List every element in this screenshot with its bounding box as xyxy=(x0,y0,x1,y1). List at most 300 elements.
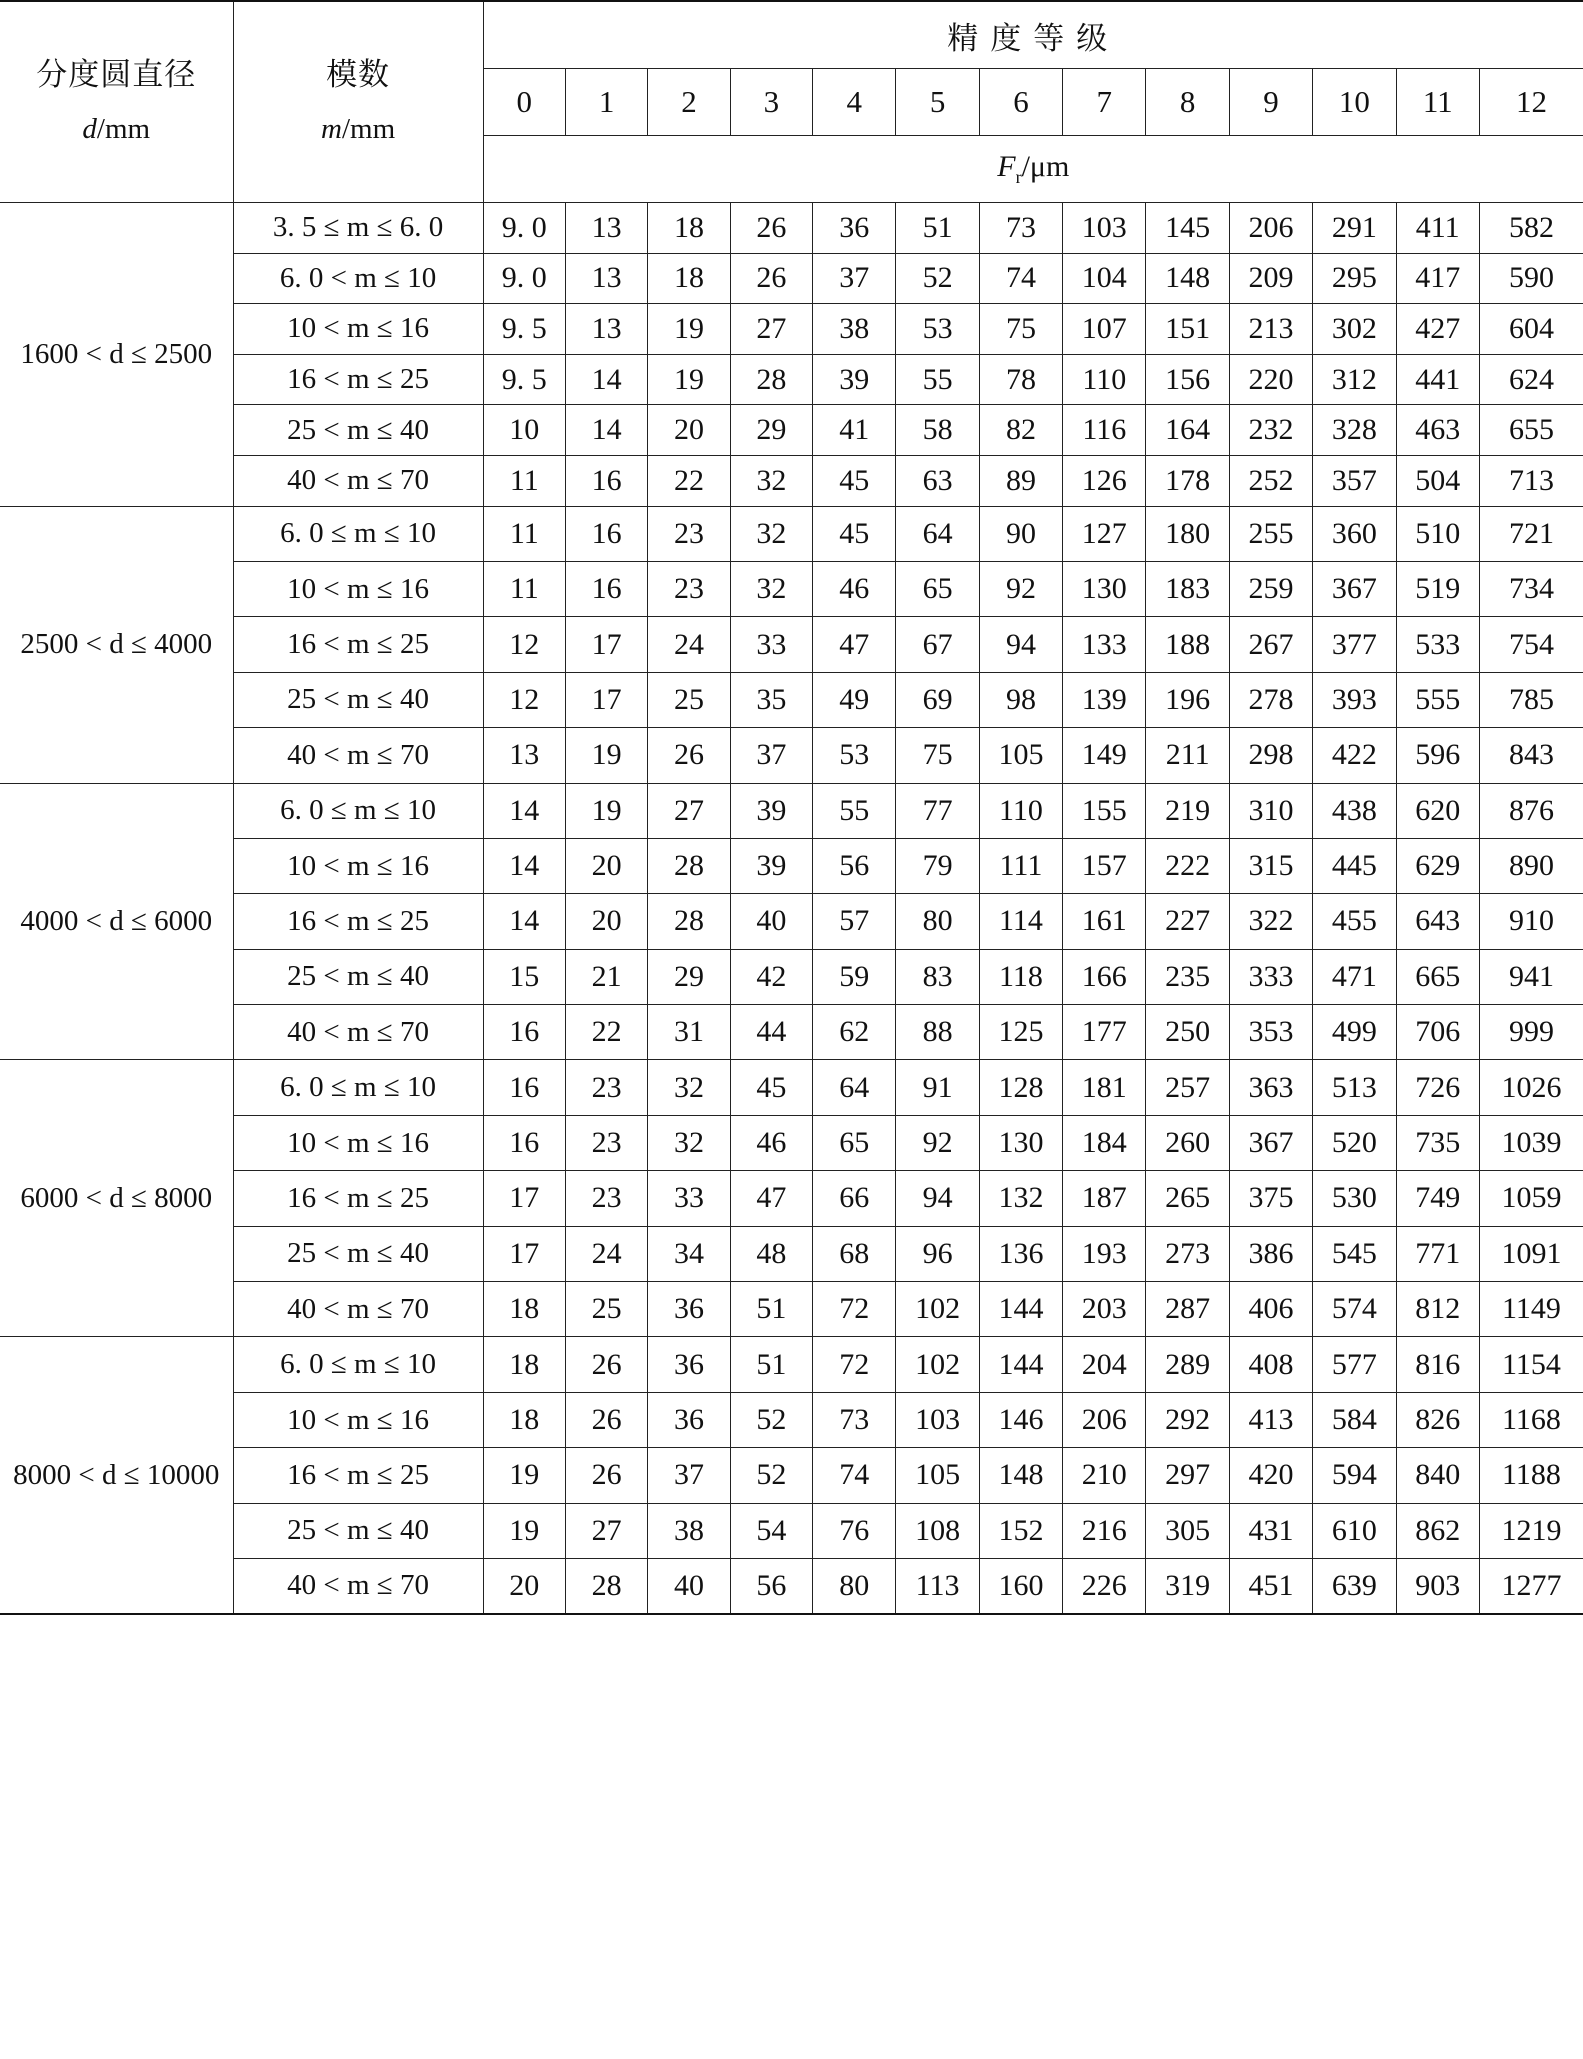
tolerance-value-cell: 48 xyxy=(730,1226,812,1281)
tolerance-value-cell: 252 xyxy=(1229,455,1312,506)
tolerance-value-cell: 431 xyxy=(1229,1503,1312,1558)
tolerance-value-cell: 73 xyxy=(813,1392,896,1447)
tolerance-value-cell: 127 xyxy=(1063,506,1146,561)
tolerance-value-cell: 445 xyxy=(1313,838,1396,893)
tolerance-value-cell: 19 xyxy=(648,354,730,405)
grade-header-0: 0 xyxy=(483,69,565,136)
table-row xyxy=(0,1115,1583,1170)
tolerance-value-cell: 375 xyxy=(1229,1171,1312,1226)
diameter-label: 分度圆直径 xyxy=(36,57,197,92)
module-range-cell: 3. 5 ≤ m ≤ 6. 0 xyxy=(233,203,483,254)
tolerance-value-cell: 28 xyxy=(730,354,812,405)
tolerance-value-cell: 45 xyxy=(813,455,896,506)
tolerance-value-cell: 46 xyxy=(730,1115,812,1170)
tolerance-value-cell: 151 xyxy=(1146,304,1229,355)
tolerance-value-cell: 353 xyxy=(1229,1005,1312,1060)
tolerance-value-cell: 289 xyxy=(1146,1337,1229,1392)
module-column-header xyxy=(233,1,483,203)
tolerance-value-cell: 76 xyxy=(813,1503,896,1558)
tolerance-value-cell: 219 xyxy=(1146,783,1229,838)
tolerance-value-cell: 75 xyxy=(896,728,979,783)
tolerance-value-cell: 298 xyxy=(1229,728,1312,783)
tolerance-value-cell: 620 xyxy=(1396,783,1479,838)
tolerance-value-cell: 53 xyxy=(896,304,979,355)
module-range-cell: 6. 0 ≤ m ≤ 10 xyxy=(233,783,483,838)
grade-header-8: 8 xyxy=(1146,69,1229,136)
tolerance-value-cell: 67 xyxy=(896,617,979,672)
tolerance-value-cell: 94 xyxy=(896,1171,979,1226)
tolerance-value-cell: 19 xyxy=(565,783,647,838)
tolerance-value-cell: 862 xyxy=(1396,1503,1479,1558)
tolerance-value-cell: 590 xyxy=(1479,253,1583,304)
tolerance-value-cell: 16 xyxy=(565,561,647,616)
grade-title: 精度等级 xyxy=(483,1,1583,69)
tolerance-value-cell: 555 xyxy=(1396,672,1479,727)
tolerance-value-cell: 629 xyxy=(1396,838,1479,893)
tolerance-value-cell: 287 xyxy=(1146,1282,1229,1337)
table-row xyxy=(0,672,1583,727)
tolerance-value-cell: 17 xyxy=(483,1226,565,1281)
tolerance-value-cell: 210 xyxy=(1063,1448,1146,1503)
tolerance-value-cell: 28 xyxy=(648,838,730,893)
tolerance-value-cell: 812 xyxy=(1396,1282,1479,1337)
tolerance-value-cell: 451 xyxy=(1229,1558,1312,1613)
tolerance-value-cell: 31 xyxy=(648,1005,730,1060)
tolerance-value-cell: 132 xyxy=(979,1171,1062,1226)
module-range-cell: 10 < m ≤ 16 xyxy=(233,1392,483,1447)
tolerance-value-cell: 184 xyxy=(1063,1115,1146,1170)
tolerance-value-cell: 10 xyxy=(483,405,565,456)
tolerance-value-cell: 29 xyxy=(730,405,812,456)
tolerance-value-cell: 118 xyxy=(979,949,1062,1004)
tolerance-value-cell: 47 xyxy=(813,617,896,672)
tolerance-value-cell: 17 xyxy=(483,1171,565,1226)
table-row xyxy=(0,617,1583,672)
table-body xyxy=(0,203,1583,1614)
tolerance-value-cell: 17 xyxy=(565,617,647,672)
tolerance-value-cell: 58 xyxy=(896,405,979,456)
table-row xyxy=(0,354,1583,405)
tolerance-value-cell: 16 xyxy=(565,506,647,561)
tolerance-value-cell: 14 xyxy=(565,354,647,405)
diameter-range-cell: 2500 < d ≤ 4000 xyxy=(0,506,233,783)
tolerance-value-cell: 47 xyxy=(730,1171,812,1226)
tolerance-value-cell: 1059 xyxy=(1479,1171,1583,1226)
tolerance-value-cell: 903 xyxy=(1396,1558,1479,1613)
tolerance-value-cell: 72 xyxy=(813,1337,896,1392)
tolerance-value-cell: 406 xyxy=(1229,1282,1312,1337)
tolerance-value-cell: 52 xyxy=(896,253,979,304)
grade-header-10: 10 xyxy=(1313,69,1396,136)
tolerance-value-cell: 333 xyxy=(1229,949,1312,1004)
tolerance-value-cell: 232 xyxy=(1229,405,1312,456)
tolerance-value-cell: 604 xyxy=(1479,304,1583,355)
tolerance-value-cell: 257 xyxy=(1146,1060,1229,1115)
tolerance-value-cell: 643 xyxy=(1396,894,1479,949)
tolerance-value-cell: 36 xyxy=(648,1337,730,1392)
tolerance-value-cell: 37 xyxy=(813,253,896,304)
fr-unit-label: $F_r/\mu m$ xyxy=(483,136,1583,203)
tolerance-value-cell: 42 xyxy=(730,949,812,1004)
tolerance-value-cell: 259 xyxy=(1229,561,1312,616)
tolerance-value-cell: 513 xyxy=(1313,1060,1396,1115)
tolerance-value-cell: 26 xyxy=(648,728,730,783)
tolerance-value-cell: 226 xyxy=(1063,1558,1146,1613)
tolerance-value-cell: 188 xyxy=(1146,617,1229,672)
diameter-range-cell: 6000 < d ≤ 8000 xyxy=(0,1060,233,1337)
tolerance-value-cell: 181 xyxy=(1063,1060,1146,1115)
module-range-cell: 40 < m ≤ 70 xyxy=(233,455,483,506)
diameter-range-cell: 4000 < d ≤ 6000 xyxy=(0,783,233,1060)
tolerance-value-cell: 26 xyxy=(730,253,812,304)
table-row xyxy=(0,1448,1583,1503)
tolerance-value-cell: 273 xyxy=(1146,1226,1229,1281)
tolerance-value-cell: 826 xyxy=(1396,1392,1479,1447)
module-range-cell: 6. 0 < m ≤ 10 xyxy=(233,253,483,304)
tolerance-value-cell: 104 xyxy=(1063,253,1146,304)
tolerance-value-cell: 596 xyxy=(1396,728,1479,783)
tolerance-value-cell: 574 xyxy=(1313,1282,1396,1337)
tolerance-value-cell: 32 xyxy=(648,1115,730,1170)
diameter-unit: d/mm xyxy=(82,113,151,145)
tolerance-value-cell: 193 xyxy=(1063,1226,1146,1281)
module-range-cell: 6. 0 ≤ m ≤ 10 xyxy=(233,1337,483,1392)
tolerance-value-cell: 209 xyxy=(1229,253,1312,304)
tolerance-value-cell: 89 xyxy=(979,455,1062,506)
tolerance-value-cell: 13 xyxy=(565,304,647,355)
tolerance-value-cell: 20 xyxy=(565,838,647,893)
module-range-cell: 25 < m ≤ 40 xyxy=(233,405,483,456)
tolerance-value-cell: 68 xyxy=(813,1226,896,1281)
tolerance-value-cell: 204 xyxy=(1063,1337,1146,1392)
table-row xyxy=(0,783,1583,838)
tolerance-value-cell: 35 xyxy=(730,672,812,727)
tolerance-value-cell: 367 xyxy=(1229,1115,1312,1170)
tolerance-value-cell: 441 xyxy=(1396,354,1479,405)
table-row xyxy=(0,561,1583,616)
diameter-range-cell: 8000 < d ≤ 10000 xyxy=(0,1337,233,1614)
module-range-cell: 25 < m ≤ 40 xyxy=(233,949,483,1004)
tolerance-value-cell: 222 xyxy=(1146,838,1229,893)
tolerance-value-cell: 64 xyxy=(896,506,979,561)
module-range-cell: 10 < m ≤ 16 xyxy=(233,838,483,893)
tolerance-value-cell: 267 xyxy=(1229,617,1312,672)
tolerance-value-cell: 126 xyxy=(1063,455,1146,506)
tolerance-value-cell: 363 xyxy=(1229,1060,1312,1115)
tolerance-value-cell: 302 xyxy=(1313,304,1396,355)
tolerance-value-cell: 57 xyxy=(813,894,896,949)
tolerance-value-cell: 220 xyxy=(1229,354,1312,405)
tolerance-value-cell: 504 xyxy=(1396,455,1479,506)
module-range-cell: 40 < m ≤ 70 xyxy=(233,728,483,783)
tolerance-value-cell: 110 xyxy=(1063,354,1146,405)
tolerance-value-cell: 328 xyxy=(1313,405,1396,456)
tolerance-value-cell: 26 xyxy=(565,1337,647,1392)
tolerance-value-cell: 28 xyxy=(648,894,730,949)
tolerance-value-cell: 116 xyxy=(1063,405,1146,456)
tolerance-value-cell: 39 xyxy=(730,838,812,893)
table-row xyxy=(0,1171,1583,1226)
tolerance-value-cell: 24 xyxy=(565,1226,647,1281)
tolerance-value-cell: 840 xyxy=(1396,1448,1479,1503)
tolerance-value-cell: 33 xyxy=(648,1171,730,1226)
module-range-cell: 16 < m ≤ 25 xyxy=(233,617,483,672)
table-row xyxy=(0,253,1583,304)
tolerance-value-cell: 62 xyxy=(813,1005,896,1060)
module-range-cell: 25 < m ≤ 40 xyxy=(233,672,483,727)
tolerance-value-cell: 876 xyxy=(1479,783,1583,838)
tolerance-value-cell: 23 xyxy=(648,506,730,561)
tolerance-value-cell: 520 xyxy=(1313,1115,1396,1170)
tolerance-value-cell: 499 xyxy=(1313,1005,1396,1060)
tolerance-value-cell: 14 xyxy=(483,783,565,838)
tolerance-value-cell: 130 xyxy=(979,1115,1062,1170)
tolerance-value-cell: 77 xyxy=(896,783,979,838)
tolerance-value-cell: 187 xyxy=(1063,1171,1146,1226)
tolerance-value-cell: 417 xyxy=(1396,253,1479,304)
tolerance-value-cell: 55 xyxy=(813,783,896,838)
tolerance-value-cell: 455 xyxy=(1313,894,1396,949)
tolerance-value-cell: 315 xyxy=(1229,838,1312,893)
tolerance-value-cell: 103 xyxy=(896,1392,979,1447)
tolerance-value-cell: 386 xyxy=(1229,1226,1312,1281)
tolerance-value-cell: 18 xyxy=(648,203,730,254)
tolerance-value-cell: 463 xyxy=(1396,405,1479,456)
tolerance-value-cell: 16 xyxy=(483,1060,565,1115)
tolerance-value-cell: 74 xyxy=(813,1448,896,1503)
tolerance-value-cell: 15 xyxy=(483,949,565,1004)
tolerance-value-cell: 292 xyxy=(1146,1392,1229,1447)
tolerance-value-cell: 510 xyxy=(1396,506,1479,561)
tolerance-value-cell: 166 xyxy=(1063,949,1146,1004)
tolerance-value-cell: 624 xyxy=(1479,354,1583,405)
tolerance-value-cell: 88 xyxy=(896,1005,979,1060)
grade-header-11: 11 xyxy=(1396,69,1479,136)
module-label: 模数 xyxy=(326,57,391,92)
tolerance-value-cell: 63 xyxy=(896,455,979,506)
tolerance-value-cell: 79 xyxy=(896,838,979,893)
tolerance-value-cell: 265 xyxy=(1146,1171,1229,1226)
tolerance-value-cell: 56 xyxy=(730,1558,812,1613)
tolerance-value-cell: 227 xyxy=(1146,894,1229,949)
tolerance-value-cell: 40 xyxy=(730,894,812,949)
tolerance-value-cell: 322 xyxy=(1229,894,1312,949)
tolerance-value-cell: 82 xyxy=(979,405,1062,456)
diameter-column-header xyxy=(0,1,233,203)
tolerance-value-cell: 1188 xyxy=(1479,1448,1583,1503)
table-row xyxy=(0,304,1583,355)
tolerance-value-cell: 139 xyxy=(1063,672,1146,727)
table-header xyxy=(0,1,1583,203)
tolerance-value-cell: 130 xyxy=(1063,561,1146,616)
tolerance-value-cell: 75 xyxy=(979,304,1062,355)
tolerance-value-cell: 92 xyxy=(896,1115,979,1170)
tolerance-value-cell: 18 xyxy=(483,1392,565,1447)
tolerance-value-cell: 113 xyxy=(896,1558,979,1613)
tolerance-value-cell: 545 xyxy=(1313,1226,1396,1281)
tolerance-value-cell: 46 xyxy=(813,561,896,616)
tolerance-value-cell: 530 xyxy=(1313,1171,1396,1226)
tolerance-value-cell: 9. 5 xyxy=(483,304,565,355)
grade-header-7: 7 xyxy=(1063,69,1146,136)
tolerance-value-cell: 1154 xyxy=(1479,1337,1583,1392)
tolerance-value-cell: 45 xyxy=(730,1060,812,1115)
tolerance-value-cell: 771 xyxy=(1396,1226,1479,1281)
tolerance-value-cell: 26 xyxy=(565,1448,647,1503)
tolerance-value-cell: 73 xyxy=(979,203,1062,254)
tolerance-value-cell: 64 xyxy=(813,1060,896,1115)
tolerance-value-cell: 754 xyxy=(1479,617,1583,672)
tolerance-value-cell: 105 xyxy=(896,1448,979,1503)
grade-header-6: 6 xyxy=(979,69,1062,136)
tolerance-value-cell: 211 xyxy=(1146,728,1229,783)
table-row xyxy=(0,203,1583,254)
tolerance-value-cell: 108 xyxy=(896,1503,979,1558)
tolerance-value-cell: 726 xyxy=(1396,1060,1479,1115)
tolerance-value-cell: 250 xyxy=(1146,1005,1229,1060)
tolerance-value-cell: 9. 0 xyxy=(483,253,565,304)
table-row xyxy=(0,1226,1583,1281)
tolerance-value-cell: 105 xyxy=(979,728,1062,783)
module-range-cell: 6. 0 ≤ m ≤ 10 xyxy=(233,1060,483,1115)
tolerance-value-cell: 149 xyxy=(1063,728,1146,783)
tolerance-value-cell: 999 xyxy=(1479,1005,1583,1060)
tolerance-value-cell: 9. 5 xyxy=(483,354,565,405)
tolerance-value-cell: 610 xyxy=(1313,1503,1396,1558)
tolerance-value-cell: 19 xyxy=(648,304,730,355)
tolerance-value-cell: 144 xyxy=(979,1282,1062,1337)
grade-header-12: 12 xyxy=(1479,69,1583,136)
tolerance-value-cell: 216 xyxy=(1063,1503,1146,1558)
tolerance-value-cell: 55 xyxy=(896,354,979,405)
grade-header-2: 2 xyxy=(648,69,730,136)
tolerance-value-cell: 36 xyxy=(813,203,896,254)
module-unit: m/mm xyxy=(321,113,396,145)
table-row xyxy=(0,949,1583,1004)
grade-header-1: 1 xyxy=(565,69,647,136)
tolerance-value-cell: 749 xyxy=(1396,1171,1479,1226)
module-range-cell: 40 < m ≤ 70 xyxy=(233,1282,483,1337)
tolerance-value-cell: 582 xyxy=(1479,203,1583,254)
tolerance-value-cell: 18 xyxy=(483,1282,565,1337)
tolerance-value-cell: 420 xyxy=(1229,1448,1312,1503)
tolerance-value-cell: 843 xyxy=(1479,728,1583,783)
tolerance-value-cell: 196 xyxy=(1146,672,1229,727)
tolerance-value-cell: 27 xyxy=(565,1503,647,1558)
tolerance-value-cell: 408 xyxy=(1229,1337,1312,1392)
tolerance-value-cell: 14 xyxy=(483,894,565,949)
tolerance-value-cell: 13 xyxy=(483,728,565,783)
tolerance-value-cell: 155 xyxy=(1063,783,1146,838)
module-range-cell: 16 < m ≤ 25 xyxy=(233,894,483,949)
tolerance-value-cell: 12 xyxy=(483,672,565,727)
table-row xyxy=(0,894,1583,949)
tolerance-value-cell: 577 xyxy=(1313,1337,1396,1392)
module-range-cell: 6. 0 ≤ m ≤ 10 xyxy=(233,506,483,561)
tolerance-value-cell: 206 xyxy=(1063,1392,1146,1447)
module-range-cell: 16 < m ≤ 25 xyxy=(233,354,483,405)
tolerance-value-cell: 91 xyxy=(896,1060,979,1115)
table-row xyxy=(0,728,1583,783)
tolerance-value-cell: 34 xyxy=(648,1226,730,1281)
tolerance-value-cell: 25 xyxy=(648,672,730,727)
tolerance-value-cell: 203 xyxy=(1063,1282,1146,1337)
tolerance-value-cell: 213 xyxy=(1229,304,1312,355)
module-range-cell: 40 < m ≤ 70 xyxy=(233,1005,483,1060)
tolerance-value-cell: 59 xyxy=(813,949,896,1004)
tolerance-value-cell: 411 xyxy=(1396,203,1479,254)
tolerance-value-cell: 80 xyxy=(813,1558,896,1613)
tolerance-value-cell: 80 xyxy=(896,894,979,949)
grade-header-3: 3 xyxy=(730,69,812,136)
module-range-cell: 16 < m ≤ 25 xyxy=(233,1448,483,1503)
tolerance-value-cell: 22 xyxy=(648,455,730,506)
module-range-cell: 10 < m ≤ 16 xyxy=(233,304,483,355)
tolerance-value-cell: 910 xyxy=(1479,894,1583,949)
tolerance-value-cell: 721 xyxy=(1479,506,1583,561)
tolerance-value-cell: 19 xyxy=(483,1503,565,1558)
tolerance-value-cell: 145 xyxy=(1146,203,1229,254)
tolerance-value-cell: 38 xyxy=(648,1503,730,1558)
tolerance-value-cell: 23 xyxy=(565,1060,647,1115)
tolerance-value-cell: 164 xyxy=(1146,405,1229,456)
tolerance-value-cell: 160 xyxy=(979,1558,1062,1613)
tolerance-value-cell: 11 xyxy=(483,506,565,561)
tolerance-value-cell: 438 xyxy=(1313,783,1396,838)
table-row xyxy=(0,1503,1583,1558)
tolerance-value-cell: 39 xyxy=(813,354,896,405)
tolerance-value-cell: 51 xyxy=(730,1337,812,1392)
tolerance-value-cell: 11 xyxy=(483,455,565,506)
module-range-cell: 16 < m ≤ 25 xyxy=(233,1171,483,1226)
tolerance-value-cell: 133 xyxy=(1063,617,1146,672)
tolerance-value-cell: 51 xyxy=(896,203,979,254)
tolerance-value-cell: 319 xyxy=(1146,1558,1229,1613)
table-row xyxy=(0,838,1583,893)
tolerance-value-cell: 594 xyxy=(1313,1448,1396,1503)
tolerance-value-cell: 25 xyxy=(565,1282,647,1337)
tolerance-value-cell: 37 xyxy=(648,1448,730,1503)
tolerance-value-cell: 427 xyxy=(1396,304,1479,355)
tolerance-value-cell: 310 xyxy=(1229,783,1312,838)
tolerance-value-cell: 51 xyxy=(730,1282,812,1337)
tolerance-value-cell: 39 xyxy=(730,783,812,838)
tolerance-value-cell: 13 xyxy=(565,253,647,304)
tolerance-value-cell: 706 xyxy=(1396,1005,1479,1060)
tolerance-value-cell: 102 xyxy=(896,1282,979,1337)
tolerance-value-cell: 94 xyxy=(979,617,1062,672)
tolerance-value-cell: 41 xyxy=(813,405,896,456)
tolerance-value-cell: 16 xyxy=(565,455,647,506)
tolerance-value-cell: 19 xyxy=(483,1448,565,1503)
tolerance-value-cell: 28 xyxy=(565,1558,647,1613)
tolerance-value-cell: 20 xyxy=(483,1558,565,1613)
tolerance-value-cell: 107 xyxy=(1063,304,1146,355)
tolerance-value-cell: 235 xyxy=(1146,949,1229,1004)
tolerance-value-cell: 18 xyxy=(483,1337,565,1392)
tolerance-value-cell: 357 xyxy=(1313,455,1396,506)
tolerance-value-cell: 49 xyxy=(813,672,896,727)
tolerance-value-cell: 393 xyxy=(1313,672,1396,727)
tolerance-value-cell: 291 xyxy=(1313,203,1396,254)
tolerance-value-cell: 14 xyxy=(483,838,565,893)
tolerance-value-cell: 27 xyxy=(730,304,812,355)
tolerance-value-cell: 295 xyxy=(1313,253,1396,304)
diameter-range-cell: 1600 < d ≤ 2500 xyxy=(0,203,233,507)
tolerance-value-cell: 23 xyxy=(565,1115,647,1170)
tolerance-value-cell: 18 xyxy=(648,253,730,304)
tolerance-value-cell: 206 xyxy=(1229,203,1312,254)
